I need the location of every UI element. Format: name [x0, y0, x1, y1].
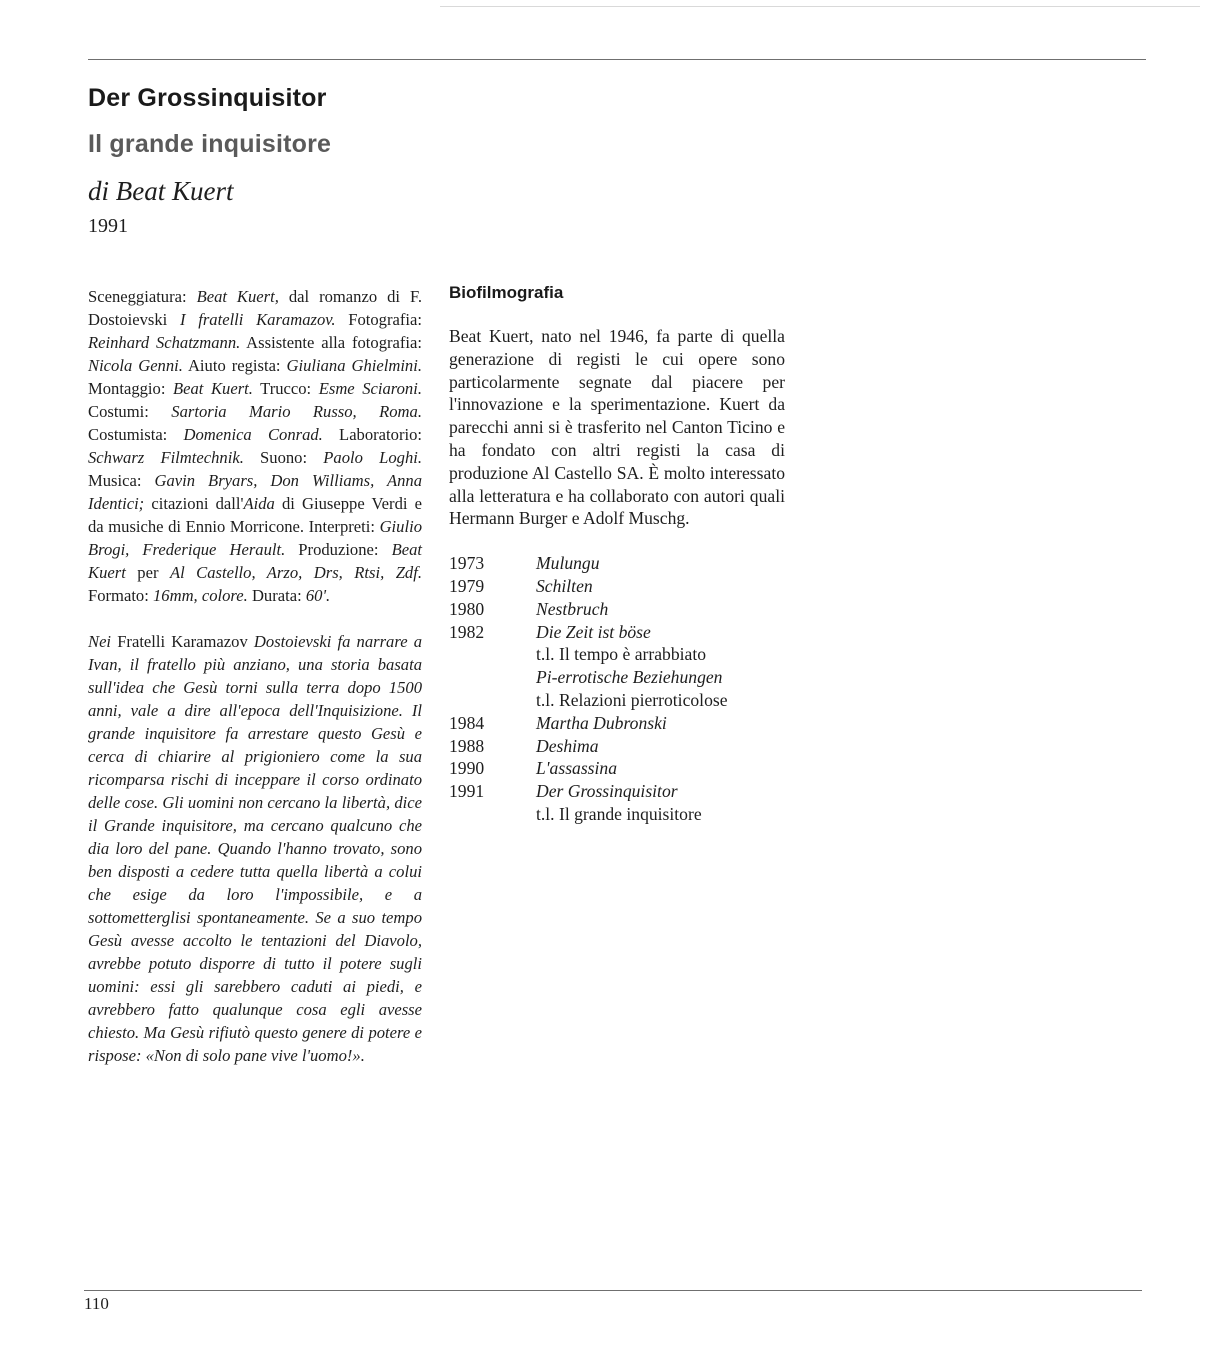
synopsis-lead: Nei — [88, 632, 118, 651]
credit-segment: 60'. — [305, 586, 331, 605]
credit-segment: Schwarz Filmtechnik. — [88, 448, 244, 467]
filmography-row — [449, 575, 785, 598]
credit-segment: Musica: — [88, 471, 155, 490]
credit-segment: Assistente alla fotografia: — [240, 333, 422, 352]
left-column — [88, 285, 422, 1067]
film-alt-title: Pi-errotische Beziehungen — [536, 667, 723, 688]
film-title: Martha Dubronski — [536, 712, 667, 733]
filmography-row — [449, 735, 785, 758]
credit-segment: 16mm, colore. — [153, 586, 248, 605]
credit-segment: dal romanzo di F. Dostoievski — [88, 287, 423, 329]
credit-segment: citazioni dall' — [144, 494, 244, 513]
film-title: L'assassina — [536, 758, 618, 779]
credit-segment: Giuliana Ghielmini. — [286, 356, 422, 375]
credit-segment: I fratelli Karamazov. — [180, 310, 336, 329]
credit-segment: Montaggio: — [88, 379, 173, 398]
credit-segment: Esme Sciaroni. — [318, 379, 422, 398]
filmography-row — [449, 621, 785, 644]
filmography-list — [449, 552, 785, 826]
credit-segment: Costumi: — [88, 402, 172, 421]
filmography-row — [449, 757, 785, 780]
film-year: 1982 — [449, 621, 485, 642]
credit-segment: Laboratorio: — [322, 425, 422, 444]
credit-segment: Aida — [243, 494, 275, 513]
synopsis-paragraph — [88, 630, 422, 1067]
bottom-rule — [84, 1290, 1142, 1291]
credit-segment: Produzione: — [285, 540, 392, 559]
credit-segment: Suono: — [243, 448, 324, 467]
page-number: 110 — [84, 1294, 109, 1313]
film-title: Der Grossinquisitor — [536, 781, 678, 802]
right-column — [449, 283, 785, 826]
film-year: 1990 — [449, 758, 485, 779]
filmography-row — [449, 552, 785, 575]
film-title: Nestbruch — [536, 598, 609, 619]
credit-segment: Sartoria Mario Russo, Roma. — [171, 402, 422, 421]
credits-paragraph — [88, 285, 422, 607]
synopsis-body: Dostoievski fa narrare a Ivan, il fratello più anziano, una storia basata sull'idea che Gesù torni sulla terra dopo 1500 anni, vale a dire all'epoca dell'Inquisizione. Il grande inquisitore fa arrestare questo Gesù e cerca di chiarire al prigioniero come la sua ricomparsa rischi di inceppare il corso ordinato delle cose. Gli uomini non cercano la libertà, dice il Grande inquisitore, ma cercano qualcuno che dia loro del pane. Quando l'hanno trovato, sono ben disposti a cedere tutta quella libertà a colui che esige da loro l'impossibile, e a sottometterglisi spontaneamente. Se a suo tempo Gesù avesse accolto le tentazioni del Diavolo, avrebbe potuto disporre di tutto il potere sugli uomini: essi gli sarebbero caduti ai piedi, e avrebbero fatto qualunque cosa egli avesse chiesto. Ma Gesù rifiutò questo genere di potere e rispose: «Non di solo pane vive l'uomo!». — [88, 632, 423, 1065]
filmography-row — [449, 712, 785, 735]
film-year: 1973 — [449, 553, 485, 574]
credit-segment: Reinhard Schatzmann. — [88, 333, 241, 352]
credit-segment: Fotografia: — [335, 310, 422, 329]
film-alt-title: t.l. Il tempo è arrabbiato — [536, 644, 707, 665]
credit-segment: Giulio Brogi, Frederique Herault. — [88, 517, 422, 559]
credit-segment: Durata: — [247, 586, 306, 605]
filmography-row — [449, 598, 785, 621]
credit-segment: Paolo Loghi. — [323, 448, 422, 467]
credit-segment: Al Castello, Arzo, Drs, Rtsi, Zdf. — [169, 563, 422, 582]
title-italian: Il grande inquisitore — [88, 130, 332, 158]
film-alt-title: t.l. Relazioni pierroticolose — [536, 689, 728, 710]
credit-segment: Beat Kuert. — [173, 379, 253, 398]
film-title: Mulungu — [536, 553, 600, 574]
title-german: Der Grossinquisitor — [88, 84, 327, 112]
credit-segment: Trucco: — [252, 379, 319, 398]
film-title: Deshima — [536, 735, 599, 756]
credit-segment: di Giuseppe Verdi e da musiche di Ennio Morricone. Interpreti: — [88, 494, 422, 536]
credit-segment: Beat Kuert, — [196, 287, 279, 306]
film-alt-title: t.l. Il grande inquisitore — [536, 803, 702, 824]
synopsis-book-title: Fratelli Karamazov — [117, 632, 248, 651]
credit-segment: per — [125, 563, 170, 582]
film-year: 1991 — [449, 781, 485, 802]
credit-segment: Aiuto regista: — [182, 356, 287, 375]
top-rule — [88, 59, 1146, 60]
film-year: 1979 — [449, 575, 485, 596]
film-title: Die Zeit ist böse — [536, 621, 651, 642]
credit-segment: Formato: — [88, 586, 153, 605]
credit-segment: Nicola Genni. — [88, 356, 183, 375]
film-year: 1980 — [449, 598, 485, 619]
credit-segment: Sceneggiatura: — [88, 287, 197, 306]
credit-segment: Gavin Bryars, Don Williams, Anna Identici; — [88, 471, 422, 513]
top-edge-rule — [440, 6, 1200, 7]
film-year: 1988 — [449, 735, 485, 756]
bio-heading: Biofilmografia — [449, 283, 564, 302]
bio-text: Beat Kuert, nato nel 1946, fa parte di quella generazione di registi le cui opere sono particolarmente segnate dal piacere per l'innovazione e la sperimentazione. Kuert da parecchi anni si è trasferito nel Canton Ticino e ha fondato con altri registi la casa di produzione Al Castello SA. È molto interessato alla letteratura e ha collaborato con autori quali Hermann Burger e Adolf Muschg. — [449, 326, 785, 529]
film-year: 1984 — [449, 712, 485, 733]
filmography-row — [449, 780, 785, 803]
film-title: Schilten — [536, 575, 593, 596]
director-byline: di Beat Kuert — [88, 176, 234, 206]
credit-segment: Domenica Conrad. — [183, 425, 323, 444]
credit-segment: Costumista: — [88, 425, 184, 444]
release-year: 1991 — [88, 215, 128, 237]
credit-segment: Beat Kuert — [88, 540, 422, 582]
